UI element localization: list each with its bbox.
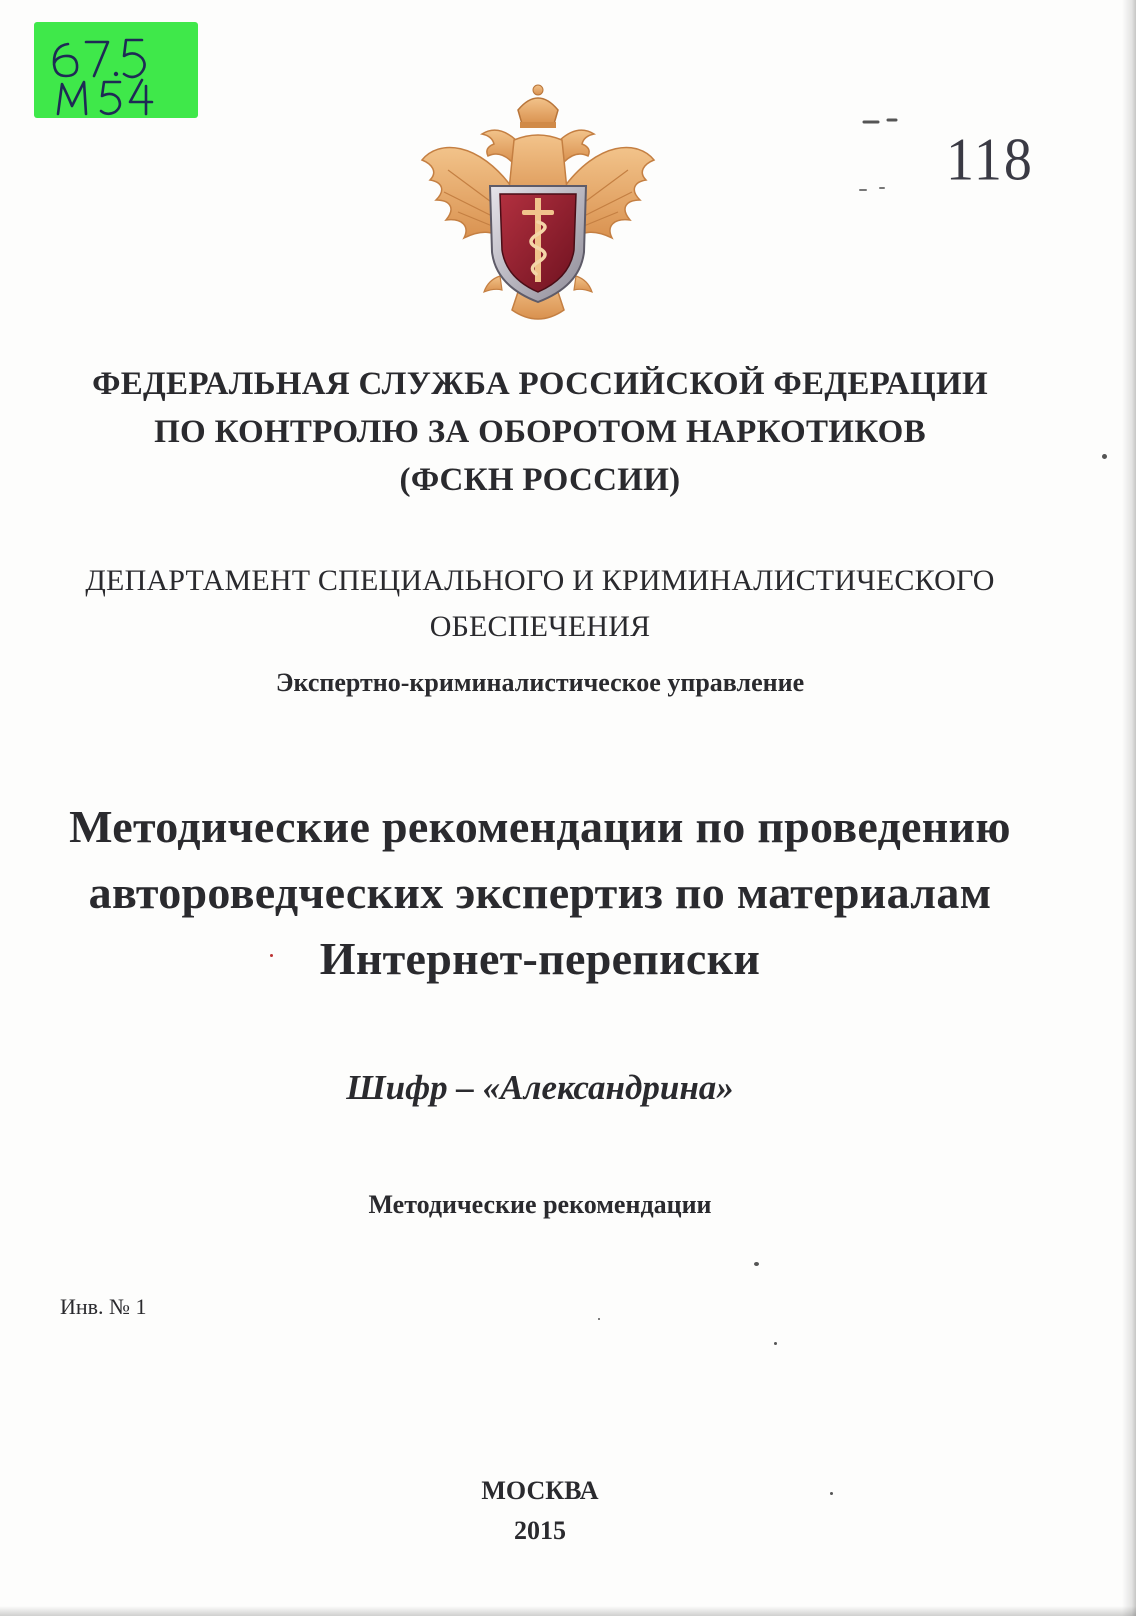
title-line-1: Методические рекомендации по проведению — [69, 801, 1011, 852]
publication-city: МОСКВА — [481, 1476, 599, 1505]
department-name — [0, 558, 1080, 650]
organization-name — [0, 360, 1080, 504]
scan-speck — [754, 1262, 759, 1266]
stamp-marks — [858, 116, 928, 206]
scan-speck — [270, 954, 273, 957]
scan-speck — [1102, 454, 1107, 459]
scan-edge-shadow-bottom — [0, 1606, 1136, 1616]
document-type: Методические рекомендации — [368, 1190, 712, 1219]
sticker-handwriting — [34, 22, 198, 118]
document-title — [0, 794, 1080, 992]
scan-speck — [774, 1342, 777, 1345]
inventory-stamp-number: 118 — [946, 126, 1034, 194]
org-line-2: ПО КОНТРОЛЮ ЗА ОБОРОТОМ НАРКОТИКОВ — [154, 414, 926, 450]
scan-edge-shadow-right — [1122, 0, 1136, 1616]
division-name: Экспертно-криминалистическое управление — [275, 668, 805, 697]
scan-speck — [830, 1492, 833, 1495]
double-headed-eagle-emblem-icon — [418, 80, 658, 330]
org-line-1: ФЕДЕРАЛЬНАЯ СЛУЖБА РОССИЙСКОЙ ФЕДЕРАЦИИ — [92, 366, 988, 402]
library-sticker — [34, 22, 198, 118]
publication-year: 2015 — [514, 1516, 566, 1545]
title-line-3: Интернет-переписки — [319, 933, 761, 984]
org-line-3: (ФСКН РОССИИ) — [399, 462, 681, 498]
inventory-number: Инв. № 1 — [60, 1294, 147, 1319]
department-line-1: ДЕПАРТАМЕНТ СПЕЦИАЛЬНОГО И КРИМИНАЛИСТИЧЕСКОГО — [85, 564, 995, 597]
scan-speck — [598, 1318, 600, 1320]
department-line-2: ОБЕСПЕЧЕНИЯ — [429, 610, 651, 643]
title-line-2: автороведческих экспертиз по материалам — [88, 867, 992, 918]
document-cipher: Шифр – «Александрина» — [346, 1068, 734, 1107]
